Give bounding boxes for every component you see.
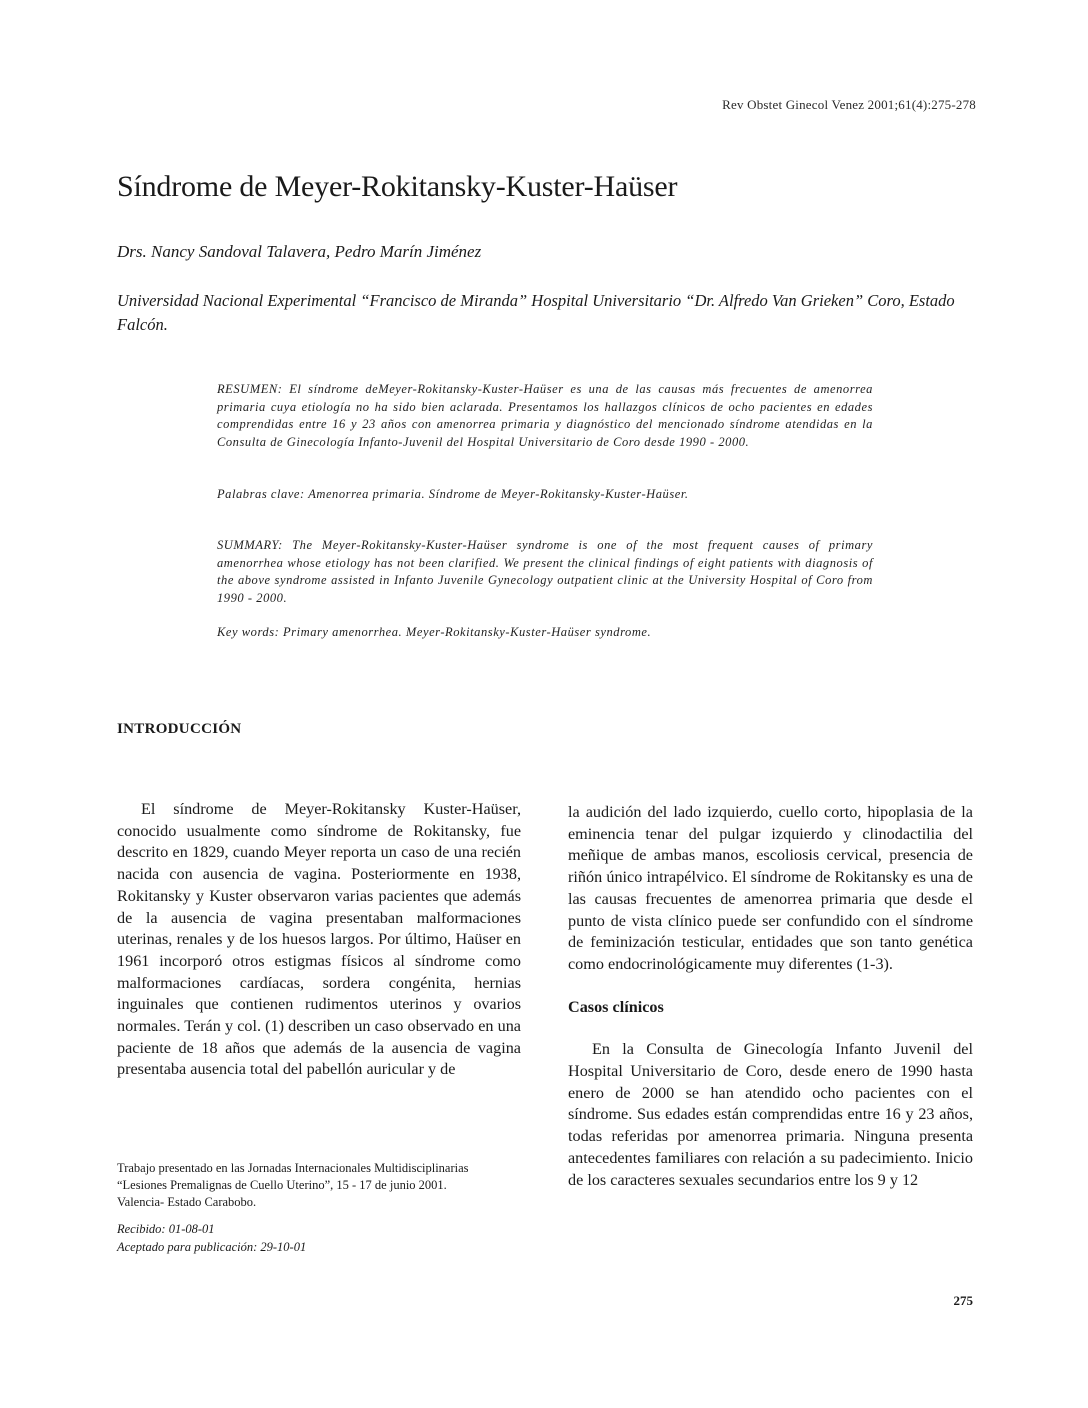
body-column-right xyxy=(568,802,973,1191)
casos-paragraph: En la Consulta de Ginecología Infanto Juvenil del Hospital Universitario de Coro, desde enero de 1990 hasta enero de 2000 se han atendido ocho pacientes con el síndrome. Sus edades están comprendidas entre 16 y 23 años, todas referidas por amenorrea primaria. Ninguna presenta antecedentes familiares con relación a su padecimiento. Inicio de los caracteres sexuales secundarios entre los 9 y 12 xyxy=(568,1040,973,1189)
article-authors: Drs. Nancy Sandoval Talavera, Pedro Marín Jiménez xyxy=(117,242,482,261)
page-number: 275 xyxy=(953,1293,973,1308)
section-heading-introduccion: INTRODUCCIÓN xyxy=(117,721,242,737)
abstract-summary: SUMMARY: The Meyer-Rokitansky-Kuster-Haüser syndrome is one of the most frequent causes of primary amenorrhea whose etiology has not been clarified. We present the clinical findings of eight patients with diagnosis of the above syndrome assisted in Infanto Juvenile Gynecology outpatient clinic at the University Hospital of Coro from 1990 - 2000. xyxy=(217,538,873,605)
footnote xyxy=(117,1160,517,1211)
article-title: Síndrome de Meyer-Rokitansky-Kuster-Haüser xyxy=(117,170,678,203)
palabras-clave: Palabras clave: Amenorrea primaria. Síndrome de Meyer-Rokitansky-Kuster-Haüser. xyxy=(217,487,689,501)
intro-paragraph-left: El síndrome de Meyer-Rokitansky Kuster-Haüser, conocido usualmente como síndrome de Rokitansky, fue descrito en 1829, cuando Meyer reporta un caso de una recién nacida con ausencia de vagina. Posteriormente en 1938, Rokitansky y Kuster observaron varias pacientes que además de la ausencia de vagina presentaban malformaciones uterinas, renales y de los huesos largos. Por último, Haüser en 1961 incorporó otros estigmas físicos al síndrome como malformaciones cardíacas, sordera congénita, hernias inguinales que contienen rudimentos uterinos y ovarios normales. Terán y col. (1) describen un caso observado en una paciente de 18 años que además de la ausencia de vagina presentaba ausencia total del pabellón auricular y de xyxy=(117,800,521,1079)
footnote-line: Valencia- Estado Carabobo. xyxy=(117,1195,257,1209)
journal-citation: Rev Obstet Ginecol Venez 2001;61(4):275-278 xyxy=(722,97,976,112)
received-date: Recibido: 01-08-01 xyxy=(117,1222,215,1236)
footnote-line: “Lesiones Premalignas de Cuello Uterino”, 15 - 17 de junio 2001. xyxy=(117,1178,447,1192)
author-affiliation: Universidad Nacional Experimental “Francisco de Miranda” Hospital Universitario “Dr. Alfredo Van Grieken” Coro, Estado Falcón. xyxy=(117,291,955,334)
footnote-line: Trabajo presentado en las Jornadas Internacionales Multidisciplinarias xyxy=(117,1161,469,1175)
abstract-resumen: RESUMEN: El síndrome deMeyer-Rokitansky-Kuster-Haüser es una de las causas más frecuentes de amenorrea primaria cuya etiología no ha sido bien aclarada. Presentamos los hallazgos clínicos de ocho pacientes en edades comprendidas entre 16 y 23 años con amenorrea primaria y diagnóstico del mencionado síndrome atendidas en la Consulta de Ginecología Infanto-Juvenil del Hospital Universitario de Coro desde 1990 - 2000. xyxy=(217,382,873,449)
accepted-date: Aceptado para publicación: 29-10-01 xyxy=(117,1239,307,1254)
section-heading-casos-clinicos: Casos clínicos xyxy=(568,997,664,1016)
key-words: Key words: Primary amenorrhea. Meyer-Rokitansky-Kuster-Haüser syndrome. xyxy=(217,625,652,639)
submission-dates xyxy=(117,1221,306,1256)
body-column-left xyxy=(117,799,521,1081)
intro-paragraph-right: la audición del lado izquierdo, cuello corto, hipoplasia de la eminencia tenar del pulgar izquierdo y clinodactilia del meñique de ambas manos, escoliosis cervical, presencia de riñón único intrapélvico. El síndrome de Rokitansky es una de las causas frecuentes de amenorrea primaria que desde el punto de vista clínico puede ser confundido con el síndrome de feminización testicular, entidades que son tanto genética como endocrinológicamente muy diferentes (1-3). xyxy=(568,803,973,973)
